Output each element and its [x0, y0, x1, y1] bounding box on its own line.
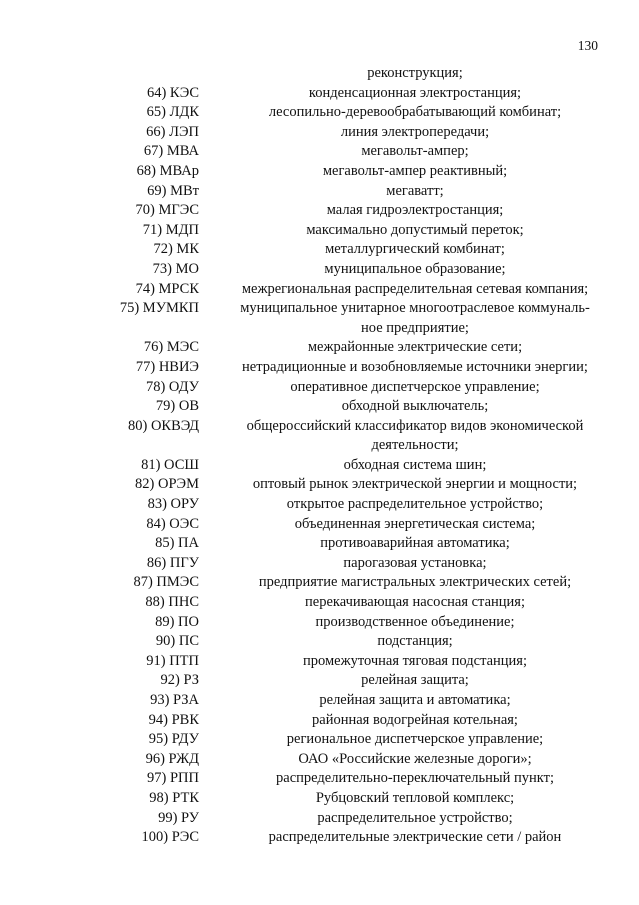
- list-item: [0, 534, 639, 554]
- list-item: [0, 809, 639, 829]
- abbreviation: 94) РВК: [148, 711, 199, 728]
- list-item: [0, 789, 639, 809]
- definition: районная водогрейная котельная;: [312, 711, 518, 728]
- list-item: [0, 84, 639, 104]
- list-item: [0, 201, 639, 221]
- definition: реконструкция;: [367, 65, 463, 81]
- definition: максимально допустимый переток;: [306, 221, 524, 238]
- abbreviation: 89) ПО: [155, 613, 199, 630]
- definition: мегавольт-ампер реактивный;: [322, 162, 508, 179]
- list-item: [0, 103, 639, 123]
- list-item: [0, 711, 639, 731]
- definition: линия электропередачи;: [340, 123, 490, 140]
- definition: релейная защита и автоматика;: [319, 692, 511, 708]
- abbreviation: 77) НВИЭ: [135, 358, 199, 375]
- abbreviation: 81) ОСШ: [141, 456, 199, 473]
- definition: межрегиональная распределительная сетевая компания;: [241, 280, 589, 297]
- abbreviation: 65) ЛДК: [146, 104, 199, 121]
- abbreviation: 80) ОКВЭД: [127, 417, 199, 434]
- list-item: [0, 378, 639, 398]
- abbreviation: 97) РПП: [147, 770, 199, 787]
- definition: оптовый рынок электрической энергии и мощности;: [252, 476, 578, 493]
- abbreviation: 83) ОРУ: [147, 496, 199, 513]
- abbreviation-list: [0, 64, 639, 848]
- abbreviation: 91) ПТП: [146, 652, 199, 669]
- definition: Рубцовский тепловой комплекс;: [315, 789, 515, 806]
- definition: предприятие магистральных электрических сетей;: [258, 574, 572, 591]
- definition: производственное объединение;: [315, 613, 515, 630]
- abbreviation: 86) ПГУ: [146, 554, 199, 571]
- abbreviation: 72) МК: [153, 241, 199, 258]
- definition: открытое распределительное устройство;: [286, 496, 544, 513]
- abbreviation: 78) ОДУ: [145, 378, 199, 395]
- definition: парогазовая установка;: [343, 554, 487, 571]
- abbreviation: 88) ПНС: [145, 594, 199, 611]
- definition: оперативное диспетчерское управление;: [290, 378, 540, 395]
- definition: муниципальное образование;: [324, 260, 506, 277]
- list-item: [0, 417, 639, 456]
- list-item: [0, 64, 639, 84]
- definition: мегаватт;: [386, 182, 444, 199]
- list-item: [0, 750, 639, 770]
- abbreviation: 87) ПМЭС: [133, 574, 199, 591]
- list-item: [0, 495, 639, 515]
- list-item: [0, 671, 639, 691]
- abbreviation: 76) МЭС: [143, 339, 199, 356]
- list-item: [0, 358, 639, 378]
- list-item: [0, 397, 639, 417]
- definition: межрайонные электрические сети;: [307, 339, 523, 356]
- list-item: [0, 515, 639, 535]
- abbreviation: 99) РУ: [158, 809, 199, 826]
- definition: противоаварийная автоматика;: [320, 535, 510, 552]
- definition: региональное диспетчерское управление;: [286, 731, 544, 748]
- definition: обходная система шин;: [343, 456, 487, 473]
- definition: распределительное устройство;: [317, 809, 513, 826]
- abbreviation: 100) РЭС: [141, 829, 199, 846]
- definition: релейная защита;: [361, 672, 469, 689]
- definition: объединенная энергетическая система;: [294, 515, 536, 532]
- abbreviation: 69) МВт: [147, 182, 199, 199]
- definition: муниципальное унитарное многоотраслевое коммуналь-ное предприятие;: [240, 300, 590, 336]
- list-item: [0, 240, 639, 260]
- list-item: [0, 475, 639, 495]
- list-item: [0, 280, 639, 300]
- definition: металлургический комбинат;: [325, 241, 505, 258]
- definition: нетрадиционные и возобновляемые источники энергии;: [242, 358, 588, 375]
- list-item: [0, 691, 639, 711]
- list-item: [0, 613, 639, 633]
- abbreviation: 98) РТК: [149, 789, 199, 806]
- abbreviation: 96) РЖД: [145, 750, 199, 767]
- abbreviation: 95) РДУ: [148, 731, 199, 748]
- abbreviation: 75) МУМКП: [119, 300, 199, 317]
- abbreviation: 90) ПС: [155, 633, 199, 650]
- list-item: [0, 769, 639, 789]
- abbreviation: 82) ОРЭМ: [135, 476, 199, 493]
- abbreviation: 67) МВА: [143, 143, 199, 160]
- abbreviation: 64) КЭС: [146, 84, 199, 101]
- definition: обходной выключатель;: [341, 398, 489, 415]
- list-item: [0, 828, 639, 848]
- list-item: [0, 260, 639, 280]
- definition: промежуточная тяговая подстанция;: [302, 652, 528, 669]
- abbreviation: 79) ОВ: [155, 398, 199, 415]
- abbreviation: 73) МО: [152, 260, 199, 277]
- list-item: [0, 162, 639, 182]
- definition: подстанция;: [377, 633, 453, 650]
- list-item: [0, 142, 639, 162]
- abbreviation: 93) РЗА: [150, 692, 199, 708]
- list-item: [0, 730, 639, 750]
- list-item: [0, 554, 639, 574]
- abbreviation: 68) МВАр: [136, 162, 199, 179]
- definition: ОАО «Российские железные дороги»;: [298, 750, 532, 767]
- abbreviation: 84) ОЭС: [146, 515, 199, 532]
- list-item: [0, 182, 639, 202]
- list-item: [0, 573, 639, 593]
- abbreviation: 92) РЗ: [160, 672, 199, 689]
- page-number: 130: [577, 38, 598, 53]
- list-item: [0, 593, 639, 613]
- definition: малая гидроэлектростанция;: [326, 202, 504, 219]
- abbreviation: 71) МДП: [142, 221, 199, 238]
- definition: распределительно-переключательный пункт;: [276, 770, 554, 787]
- list-item: [0, 299, 639, 338]
- list-item: [0, 338, 639, 358]
- abbreviation: 74) МРСК: [135, 280, 199, 297]
- list-item: [0, 456, 639, 476]
- abbreviation: 85) ПА: [155, 535, 199, 552]
- abbreviation: 66) ЛЭП: [146, 123, 199, 140]
- definition: общероссийский классификатор видов экономической деятельности;: [246, 417, 584, 454]
- definition: распределительные электрические сети / район: [268, 829, 562, 846]
- abbreviation: 70) МГЭС: [135, 202, 199, 219]
- definition: лесопильно-деревообрабатывающий комбинат;: [268, 104, 562, 121]
- list-item: [0, 221, 639, 241]
- definition: конденсационная электростанция;: [308, 84, 522, 101]
- list-item: [0, 652, 639, 672]
- list-item: [0, 123, 639, 143]
- list-item: [0, 632, 639, 652]
- definition: перекачивающая насосная станция;: [305, 594, 525, 611]
- definition: мегавольт-ампер;: [361, 143, 469, 160]
